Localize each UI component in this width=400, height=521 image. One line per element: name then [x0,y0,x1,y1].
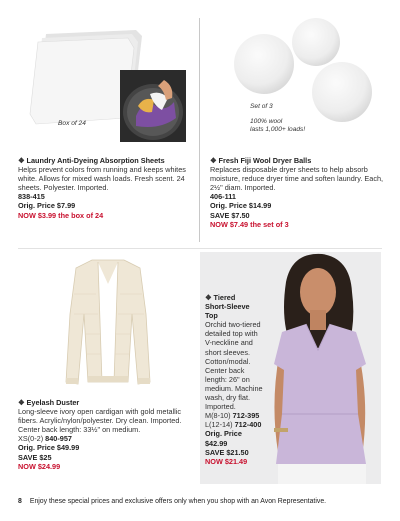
size-range: XS(0-2) [18,434,44,444]
now-price: NOW $21.49 [205,456,248,466]
product-title: Fresh Fiji Wool Dryer Balls [218,156,312,165]
product-sku: 406-111 [210,192,236,202]
laundry-product-info [18,156,196,220]
diamond-bullet-icon: ❖ [18,156,25,165]
now-price: NOW $24.99 [18,461,61,471]
product-sku: 840-957 [45,434,72,444]
product-size-sku [18,434,198,443]
duster-product-info [18,398,198,471]
product-title-line3: Top [205,311,218,321]
product-title: Laundry Anti-Dyeing Absorption Sheets [26,156,165,165]
save-amount: SAVE $21.50 [205,447,249,457]
diamond-bullet-icon: ❖ [205,293,212,302]
caption-durability: lasts 1,000+ loads! [250,126,306,134]
column-divider [199,18,200,242]
laundry-caption: Box of 24 [58,120,86,127]
diamond-bullet-icon: ❖ [18,398,25,407]
laundry-sheets-image [24,20,192,146]
product-description: Helps prevent colors from running and keeps whites white. Allows for mixed wash loads. Fresh scent. 24 sheets. Polyester. Imported. [18,165,186,193]
product-title: Eyelash Duster [26,398,80,407]
footer-text: Enjoy these special prices and exclusive offers only when you shop with an Avon Representative. [29,498,327,505]
product-description: Long-sleeve ivory open cardigan with gold metallic fibers. Acrylic/nylon/polyester. Dry clean. Imported. Center back length: 33½" on medium. [18,407,182,435]
product-description: Replaces disposable dryer sheets to help absorb moisture, reduce dryer time and soften laundry. Each, 2½" diam. Imported. [210,165,384,193]
top-product-info [205,293,265,466]
diamond-bullet-icon: ❖ [210,156,217,165]
product-title-line2: Short-Sleeve [205,302,250,312]
now-price: NOW $3.99 the box of 24 [18,210,104,220]
page-footer [18,497,388,506]
orig-price: Orig. Price $14.99 [210,201,272,211]
caption-material: 100% wool [250,117,283,125]
product-size-sku-2: L(12-14) 712-400 [205,420,262,430]
orig-price-label: Orig. Price [205,429,242,439]
page-number: 8 [18,498,22,505]
save-amount: SAVE $25 [18,452,52,462]
orig-price: Orig. Price $7.99 [18,201,76,211]
orig-price-value: $42.99 [205,438,228,448]
dryer-balls-caption [250,103,305,135]
product-sku: 838-415 [18,192,45,202]
save-amount: SAVE $7.50 [210,210,250,220]
now-price: NOW $7.49 the set of 3 [210,219,289,229]
product-size-sku-1: M(8-10) 712-395 [205,411,260,421]
dryer-balls-product-info [210,156,390,229]
model-photo [252,252,381,484]
product-description: Orchid two-tiered detailed top with V-neckline and short sleeves. Cotton/modal. Center back length: 26" on medium. Machine wash, dry flat. Imported. [205,320,263,412]
product-title-line1: Tiered [213,293,236,302]
cardigan-image [58,254,158,394]
row-divider [18,248,382,249]
caption-set: Set of 3 [250,103,273,110]
orig-price: Orig. Price $49.99 [18,443,80,453]
